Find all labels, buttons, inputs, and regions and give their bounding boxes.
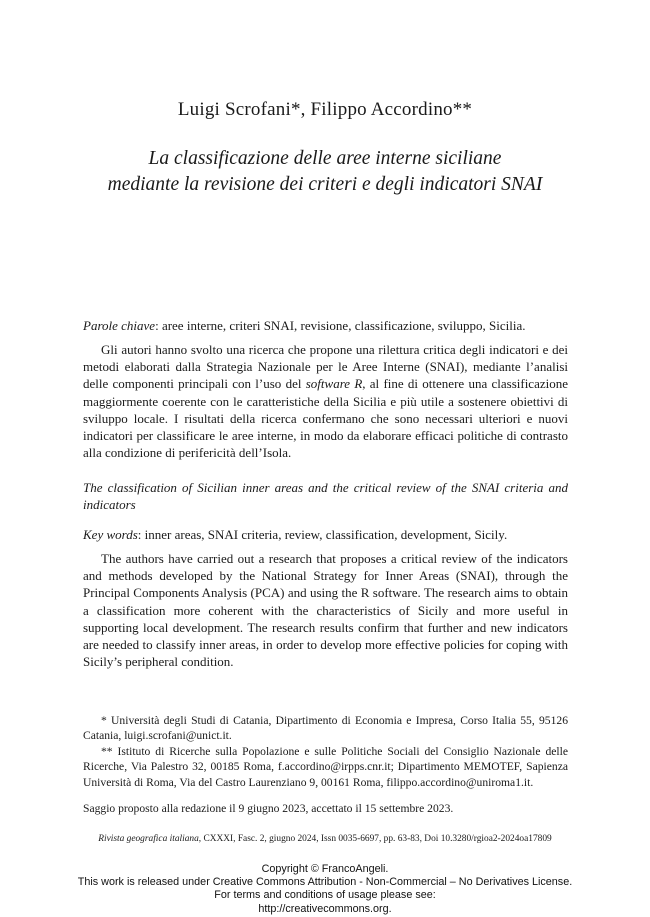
- footnote-1: * Università degli Studi di Catania, Dipartimento di Economia e Impresa, Corso Italia 55, 95126 Catania, luigi.scrofani@unict.it.: [83, 714, 568, 743]
- key-words-text: : inner areas, SNAI criteria, review, classification, development, Sicily.: [137, 527, 508, 542]
- copyright-notice: [0, 863, 650, 916]
- footnotes: [83, 713, 568, 790]
- journal-citation: [0, 834, 650, 844]
- english-keywords: [83, 526, 568, 543]
- submission-note: Saggio proposto alla redazione il 9 giugno 2023, accettato il 15 settembre 2023.: [83, 802, 454, 815]
- italian-keywords: [83, 317, 568, 334]
- title-line-2: mediante la revisione dei criteri e degli indicatori SNAI: [107, 174, 543, 195]
- copyright-line-2: This work is released under Creative Commons Attribution - Non-Commercial – No Derivatives License.: [77, 876, 573, 889]
- article-title: [60, 146, 590, 198]
- english-abstract: The authors have carried out a research that proposes a critical review of the indicators and methods developed by the National Strategy for Inner Areas (SNAI), through the Principal Components Analysis (PCA) and using the R software. The research aims to obtain a classification more coherent with the characteristics of Sicily and more useful in supporting local development. The research results confirm that further and new indicators are needed to classify inner areas, in order to develop more effective policies for coping with Sicily’s peripheral condition.: [83, 551, 568, 670]
- author-names: Luigi Scrofani*, Filippo Accordino**: [177, 99, 473, 120]
- footnote-2: ** Istituto di Ricerche sulla Popolazione e sulle Politiche Sociali del Consiglio Nazionale delle Ricerche, Via Palestro 32, 00185 Roma, f.accordino@irpps.cnr.it; Dipartimento MEMOTEF, Sapienza Università di Roma, Via del Castro Laurenziano 9, 00161 Roma, filippo.accordino@uniroma1.it.: [83, 744, 568, 789]
- italian-abstract: [83, 341, 568, 461]
- copyright-line-1: Copyright © FrancoAngeli.: [261, 863, 389, 875]
- abstract-text-part1: Gli autori hanno svolto una ricerca che propone una rilettura critica degli indicatori e dei metodi elaborati dalla Strategia Nazionale per le Aree Interne (SNAI), mediante l’analisi delle componenti principali con l’uso del: [83, 342, 568, 392]
- keywords-label: Parole chiave: [83, 318, 156, 333]
- journal-name: Rivista geografica italiana: [98, 834, 199, 844]
- keywords-text: : aree interne, criteri SNAI, revisione, classificazione, sviluppo, Sicilia.: [155, 318, 526, 333]
- abstract-software: software R: [305, 376, 363, 392]
- title-line-1: La classificazione delle aree interne siciliane: [148, 148, 502, 169]
- abstract-text-part2: , al fine di ottenere una classificazione maggiormente coerente con le caratteristiche della Sicilia e più utile a sostenere obiettivi di sviluppo locale. I risultati della ricerca confermano che sono necessari ulteriori e nuovi indicatori per classificare le aree interne, in modo da elaborare efficaci politiche di contrasto alla condizione di perifericità dell’Isola.: [83, 376, 568, 461]
- english-title: The classification of Sicilian inner areas and the critical review of the SNAI criteria and indicators: [83, 480, 568, 513]
- copyright-line-3: For terms and conditions of usage please see:: [214, 889, 436, 902]
- citation-details: , CXXXI, Fasc. 2, giugno 2024, Issn 0035-6697, pp. 63-83, Doi 10.3280/rgioa2-2024oa17809: [198, 834, 552, 844]
- key-words-label: Key words: [83, 527, 138, 542]
- copyright-link[interactable]: http://creativecommons.org.: [258, 902, 392, 915]
